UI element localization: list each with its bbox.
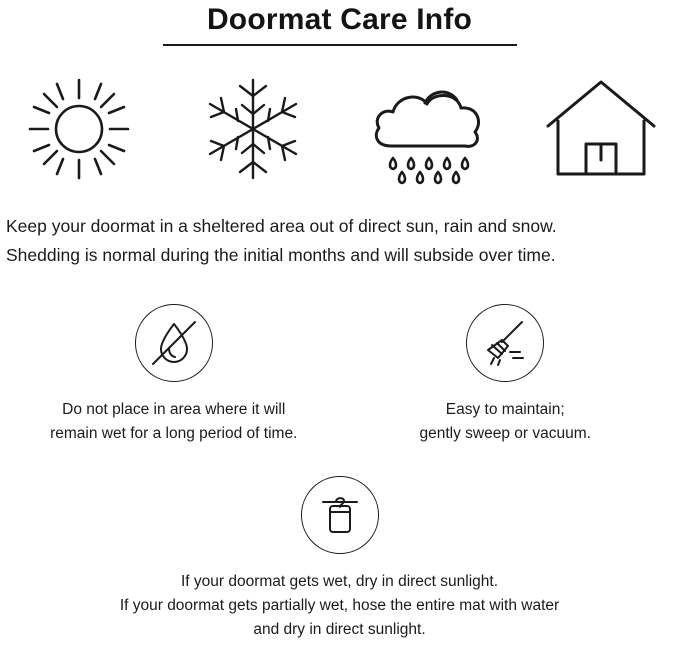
broom-icon — [476, 314, 534, 372]
no-water-badge — [135, 304, 213, 382]
weather-icon-row — [0, 70, 679, 188]
dry-line-1: If your doormat gets wet, dry in direct sunlight. — [180, 573, 499, 590]
title-underline — [163, 44, 517, 46]
page-title-block — [0, 0, 679, 46]
intro-paragraph — [0, 212, 679, 270]
intro-line-2: Shedding is normal during the initial months and will subside over time. — [6, 245, 556, 265]
intro-line-1: Keep your doormat in a sheltered area out of direct sun, rain and snow. — [6, 216, 557, 236]
care-item-no-water — [8, 304, 340, 446]
hang-dry-icon — [311, 486, 369, 544]
dry-line-3: and dry in direct sunlight. — [253, 621, 426, 638]
care-item-no-water-caption — [50, 398, 297, 446]
hang-dry-badge — [301, 476, 379, 554]
care-item-sweep-caption — [420, 398, 591, 446]
care-item-sweep — [340, 304, 672, 446]
house-icon — [536, 70, 666, 188]
care-item-dry-caption — [120, 570, 559, 642]
page-title: Doormat Care Info — [206, 3, 473, 36]
no-water-icon — [145, 314, 203, 372]
sweep-line-2: gently sweep or vacuum. — [419, 425, 591, 442]
no-water-line-2: remain wet for a long period of time. — [50, 425, 298, 442]
sun-icon — [14, 70, 144, 188]
care-items-row — [0, 304, 679, 446]
snowflake-icon — [188, 70, 318, 188]
broom-badge — [466, 304, 544, 382]
care-item-dry — [0, 476, 679, 642]
sweep-line-1: Easy to maintain; — [445, 401, 565, 418]
dry-line-2: If your doormat gets partially wet, hose the entire mat with water — [119, 597, 560, 614]
no-water-line-1: Do not place in area where it will — [62, 401, 286, 418]
rain-cloud-icon — [362, 70, 492, 188]
